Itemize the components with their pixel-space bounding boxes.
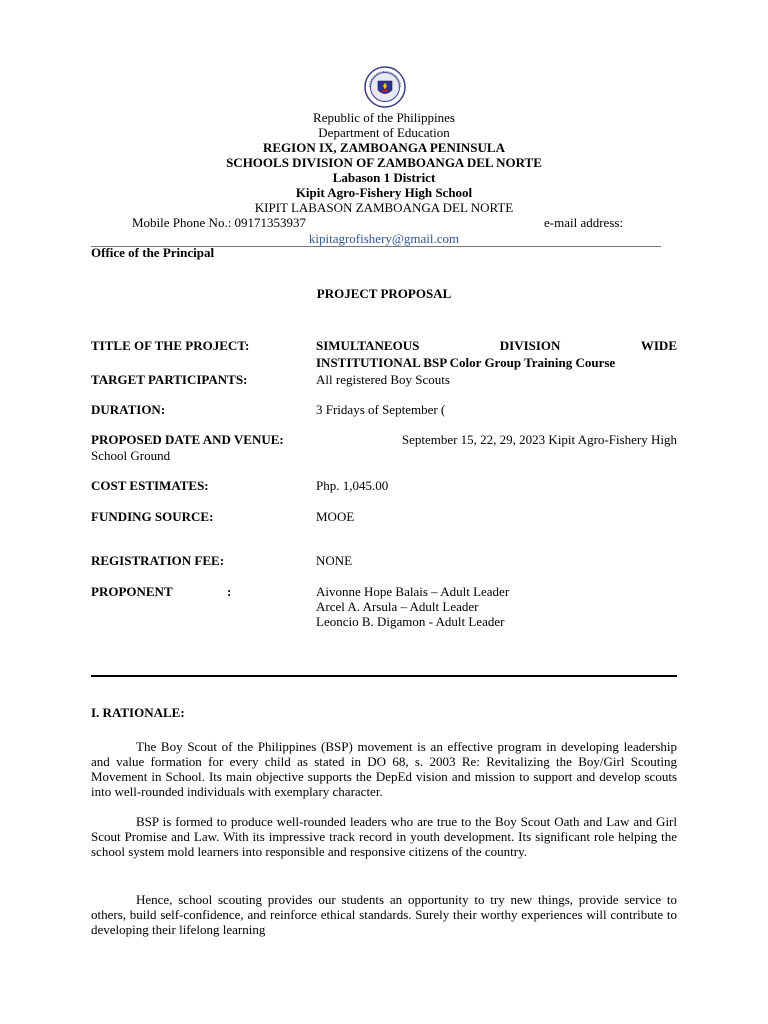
seal-emblem xyxy=(364,66,406,108)
header-email-label: e-mail address: xyxy=(544,215,624,230)
proponent-1: Aivonne Hope Balais – Adult Leader xyxy=(316,584,510,599)
header-region: REGION IX, ZAMBOANGA PENINSULA xyxy=(263,140,505,155)
title-value-line1 xyxy=(316,338,677,354)
registration-fee-label: REGISTRATION FEE: xyxy=(91,553,225,568)
title-word-3: WIDE xyxy=(640,338,677,353)
header-republic: Republic of the Philippines xyxy=(313,110,455,125)
cost-label: COST ESTIMATES: xyxy=(91,478,209,493)
participants-value: All registered Boy Scouts xyxy=(316,372,450,387)
title-word-1: SIMULTANEOUS xyxy=(316,338,420,353)
title-value-line2: INSTITUTIONAL BSP Color Group Training Course xyxy=(316,355,616,370)
participants-label: TARGET PARTICIPANTS: xyxy=(91,372,248,387)
header-district: Labason 1 District xyxy=(332,170,436,185)
date-venue-continuation: School Ground xyxy=(91,448,171,463)
duration-label: DURATION: xyxy=(91,402,166,417)
title-label: TITLE OF THE PROJECT: xyxy=(91,338,250,353)
rationale-paragraph-3: Hence, school scouting provides our students an opportunity to try new things, provide service to others, build self-confidence, and reinforce ethical standards. Surely their worthy experiences will contribute to developing their lifelong learning xyxy=(91,892,677,937)
funding-value: MOOE xyxy=(316,509,355,524)
date-venue-label: PROPOSED DATE AND VENUE: xyxy=(91,432,284,447)
rationale-paragraph-2: BSP is formed to produce well-rounded leaders who are true to the Boy Scout Oath and Law and Girl Scout Promise and Law. With its impressive track record in youth development. Its significant role helping the school system mold learners into responsible and responsive citizens of the country. xyxy=(91,814,677,859)
section-divider xyxy=(91,675,677,677)
rationale-heading: I. RATIONALE: xyxy=(91,705,185,720)
date-venue-value: September 15, 22, 29, 2023 Kipit Agro-Fishery High xyxy=(401,432,677,447)
header-division: SCHOOLS DIVISION OF ZAMBOANGA DEL NORTE xyxy=(226,155,542,170)
proponent-label: PROPONENT xyxy=(91,584,173,599)
deped-seal-logo xyxy=(364,66,406,108)
proponent-2: Arcel A. Arsula – Adult Leader xyxy=(316,599,479,614)
funding-label: FUNDING SOURCE: xyxy=(91,509,214,524)
header-address: KIPIT LABASON ZAMBOANGA DEL NORTE xyxy=(254,200,514,215)
header-email-link[interactable]: kipitagrofishery@gmail.com xyxy=(308,231,460,246)
office-label: Office of the Principal xyxy=(91,245,215,260)
document-title: PROJECT PROPOSAL xyxy=(316,286,452,301)
header-school: Kipit Agro-Fishery High School xyxy=(295,185,473,200)
header-department: Department of Education xyxy=(318,125,450,140)
duration-value: 3 Fridays of September ( xyxy=(316,402,446,417)
header-mobile: Mobile Phone No.: 09171353937 xyxy=(132,215,307,230)
proponent-colon: : xyxy=(227,584,232,599)
registration-fee-value: NONE xyxy=(316,553,353,568)
proponent-3: Leoncio B. Digamon - Adult Leader xyxy=(316,614,505,629)
cost-value: Php. 1,045.00 xyxy=(316,478,389,493)
rationale-paragraph-1: The Boy Scout of the Philippines (BSP) movement is an effective program in developing leadership and value formation for every child as stated in DO 68, s. 2003 Re: Revitalizing the Boy/Girl Scouting Movement in School. Its main objective supports the DepEd vision and mission to support and develop scouts into well-rounded individuals with exemplary character. xyxy=(91,739,677,799)
title-word-2: DIVISION xyxy=(499,338,561,353)
